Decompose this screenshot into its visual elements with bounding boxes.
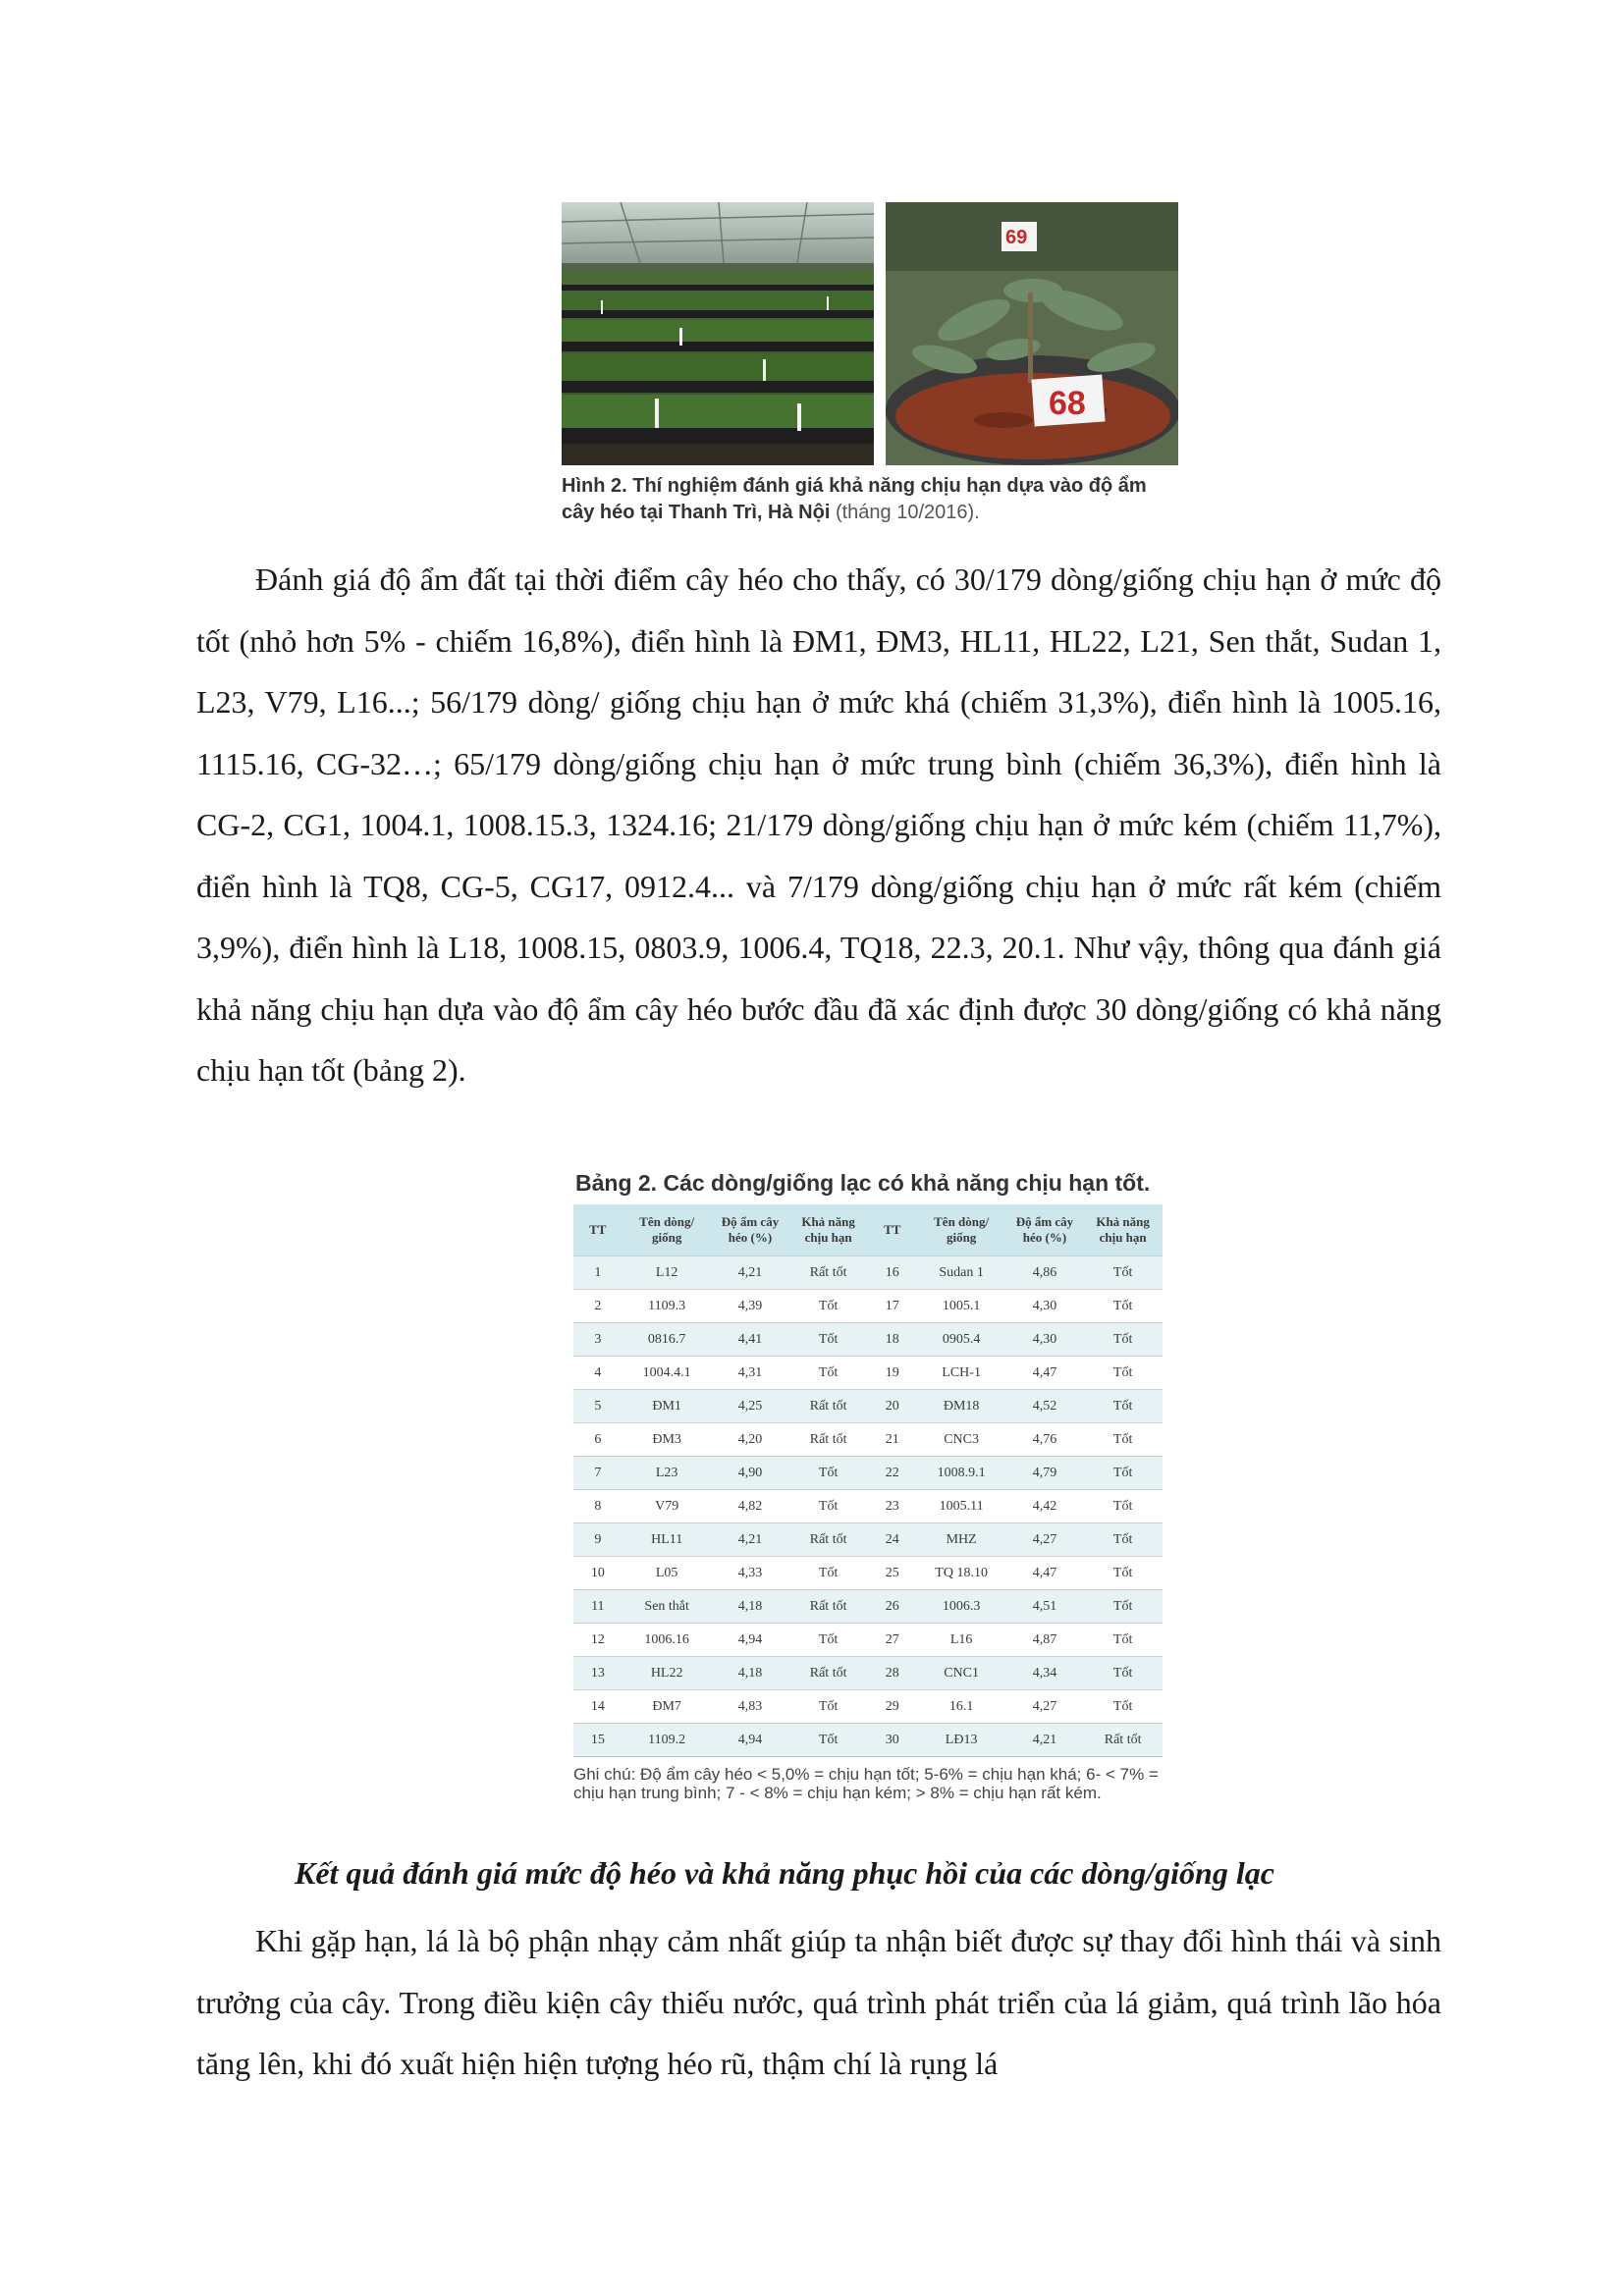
table-cell: 12: [573, 1624, 623, 1657]
header-line-name: Tên dòng/ giống: [623, 1204, 712, 1256]
table-cell: Tốt: [1083, 1490, 1163, 1523]
table-title: Bảng 2. Các dòng/giống lạc có khả năng chịu hạn tốt.: [575, 1170, 1151, 1196]
table-cell: Tốt: [788, 1290, 868, 1323]
table-cell: 4,47: [1006, 1357, 1084, 1390]
table-cell: 4,31: [712, 1357, 789, 1390]
table-cell: Tốt: [788, 1557, 868, 1590]
table-cell: Tốt: [788, 1690, 868, 1724]
figure-caption-date: (tháng 10/2016).: [830, 502, 980, 523]
table-cell: 30: [868, 1724, 917, 1757]
table-cell: 1005.1: [917, 1290, 1006, 1323]
table-cell: 1109.3: [623, 1290, 712, 1323]
table-cell: 4,21: [1006, 1724, 1084, 1757]
table-cell: Tốt: [788, 1323, 868, 1357]
section-heading: Kết quả đánh giá mức độ héo và khả năng phục hồi của các dòng/giống lạc: [295, 1855, 1274, 1891]
pot-tag-69: 69: [1005, 227, 1028, 248]
table-cell: Rất tốt: [788, 1523, 868, 1557]
table-cell: 4,52: [1006, 1390, 1084, 1423]
table-cell: L16: [917, 1624, 1006, 1657]
table-cell: 4,76: [1006, 1423, 1084, 1457]
table-cell: Sen thắt: [623, 1590, 712, 1624]
table-cell: 26: [868, 1590, 917, 1624]
table-cell: 11: [573, 1590, 623, 1624]
table-cell: 4,30: [1006, 1290, 1084, 1323]
table-cell: 20: [868, 1390, 917, 1423]
table-cell: HL22: [623, 1657, 712, 1690]
table-cell: 4,94: [712, 1624, 789, 1657]
table-cell: Tốt: [1083, 1390, 1163, 1423]
table-cell: Tốt: [788, 1624, 868, 1657]
table-cell: 4,42: [1006, 1490, 1084, 1523]
table-cell: 1004.4.1: [623, 1357, 712, 1390]
table-cell: 9: [573, 1523, 623, 1557]
table-cell: 4,21: [712, 1256, 789, 1290]
table-cell: 8: [573, 1490, 623, 1523]
table-cell: 16: [868, 1256, 917, 1290]
table-cell: Tốt: [1083, 1423, 1163, 1457]
table-note: Ghi chú: Độ ẩm cây héo < 5,0% = chịu hạn tốt; 5-6% = chịu hạn khá; 6- < 7% = chịu hạn trung bình; 7 - < 8% = chịu hạn kém; > 8% = chịu hạn rất kém.: [573, 1765, 1159, 1802]
table-row: [573, 1557, 1163, 1590]
table-row: [573, 1323, 1163, 1357]
table-cell: 3: [573, 1323, 623, 1357]
table-row: [573, 1423, 1163, 1457]
table-cell: 4,82: [712, 1490, 789, 1523]
drought-tolerance-table: [573, 1204, 1163, 1757]
table-cell: 27: [868, 1624, 917, 1657]
table-cell: 4,39: [712, 1290, 789, 1323]
table-cell: 6: [573, 1423, 623, 1457]
table-cell: ĐM3: [623, 1423, 712, 1457]
table-cell: TQ 18.10: [917, 1557, 1006, 1590]
table-row: [573, 1390, 1163, 1423]
table-cell: 4,34: [1006, 1657, 1084, 1690]
peanut-plant-photo: [886, 202, 1178, 465]
figure-2: [562, 202, 1178, 526]
table-cell: Tốt: [788, 1724, 868, 1757]
table-cell: 17: [868, 1290, 917, 1323]
table-row: [573, 1724, 1163, 1757]
table-cell: 21: [868, 1423, 917, 1457]
header-line-name: Tên dòng/ giống: [917, 1204, 1006, 1256]
table-cell: L23: [623, 1457, 712, 1490]
table-cell: 4,18: [712, 1657, 789, 1690]
table-cell: Tốt: [1083, 1290, 1163, 1323]
header-tolerance: Khả năng chịu hạn: [1083, 1204, 1163, 1256]
table-cell: 4,79: [1006, 1457, 1084, 1490]
table-cell: Rất tốt: [788, 1390, 868, 1423]
figure-caption: [562, 473, 1178, 526]
figure-photos: [562, 202, 1178, 465]
table-cell: 1005.11: [917, 1490, 1006, 1523]
table-cell: 4: [573, 1357, 623, 1390]
table-cell: 29: [868, 1690, 917, 1724]
table-cell: HL11: [623, 1523, 712, 1557]
table-cell: L12: [623, 1256, 712, 1290]
table-cell: 4,94: [712, 1724, 789, 1757]
header-moisture: Độ ẩm cây héo (%): [712, 1204, 789, 1256]
table-cell: Tốt: [788, 1490, 868, 1523]
header-tt: TT: [573, 1204, 623, 1256]
table-cell: 22: [868, 1457, 917, 1490]
table-cell: 4,83: [712, 1690, 789, 1724]
table-header-row: [573, 1204, 1163, 1256]
figure-caption-bold: Hình 2. Thí nghiệm đánh giá khả năng chịu hạn dựa vào độ ẩm cây héo tại Thanh Trì, Hà Nội: [562, 475, 1147, 523]
table-row: [573, 1690, 1163, 1724]
header-tolerance: Khả năng chịu hạn: [788, 1204, 868, 1256]
table-cell: 4,25: [712, 1390, 789, 1423]
table-cell: 25: [868, 1557, 917, 1590]
table-cell: 18: [868, 1323, 917, 1357]
table-cell: Tốt: [788, 1457, 868, 1490]
table-cell: 4,41: [712, 1323, 789, 1357]
table-cell: MHZ: [917, 1523, 1006, 1557]
table-cell: 4,51: [1006, 1590, 1084, 1624]
table-cell: Tốt: [1083, 1557, 1163, 1590]
table-cell: V79: [623, 1490, 712, 1523]
table-cell: 5: [573, 1390, 623, 1423]
table-cell: Tốt: [1083, 1657, 1163, 1690]
paragraph-leaf-response: Khi gặp hạn, lá là bộ phận nhạy cảm nhất giúp ta nhận biết được sự thay đổi hình thái và sinh trưởng của cây. Trong điều kiện cây thiếu nước, quá trình phát triển của lá giảm, quá trình lão hóa tăng lên, khi đó xuất hiện hiện tượng héo rũ, thậm chí là rụng lá: [196, 1923, 1441, 2081]
table-2: [573, 1170, 1163, 1802]
table-row: [573, 1490, 1163, 1523]
paragraph-drought-results: Đánh giá độ ẩm đất tại thời điểm cây héo cho thấy, có 30/179 dòng/giống chịu hạn ở mức độ tốt (nhỏ hơn 5% - chiếm 16,8%), điển hình là ĐM1, ĐM3, HL11, HL22, L21, Sen thắt, Sudan 1, L23, V79, L16...; 56/179 dòng/ giống chịu hạn ở mức khá (chiếm 31,3%), điển hình là 1005.16, 1115.16, CG-32…; 65/179 dòng/giống chịu hạn ở mức trung bình (chiếm 36,3%), điển hình là CG-2, CG1, 1004.1, 1008.15.3, 1324.16; 21/179 dòng/giống chịu hạn ở mức kém (chiếm 11,7%), điển hình là TQ8, CG-5, CG17, 0912.4... và 7/179 dòng/giống chịu hạn ở mức rất kém (chiếm 3,9%), điển hình là L18, 1008.15, 0803.9, 1006.4, TQ18, 22.3, 20.1. Như vậy, thông qua đánh giá khả năng chịu hạn dựa vào độ ẩm cây héo bước đầu đã xác định được 30 dòng/giống có khả năng chịu hạn tốt (bảng 2).: [196, 561, 1441, 1088]
table-row: [573, 1624, 1163, 1657]
header-moisture: Độ ẩm cây héo (%): [1006, 1204, 1084, 1256]
table-cell: 4,33: [712, 1557, 789, 1590]
table-cell: Tốt: [1083, 1457, 1163, 1490]
table-cell: Tốt: [1083, 1357, 1163, 1390]
table-cell: 4,90: [712, 1457, 789, 1490]
table-cell: Tốt: [1083, 1323, 1163, 1357]
table-cell: 4,18: [712, 1590, 789, 1624]
table-cell: Tốt: [1083, 1690, 1163, 1724]
table-row: [573, 1457, 1163, 1490]
table-row: [573, 1290, 1163, 1323]
table-cell: 15: [573, 1724, 623, 1757]
table-cell: 4,86: [1006, 1256, 1084, 1290]
table-cell: 1008.9.1: [917, 1457, 1006, 1490]
greenhouse-pots-photo: [562, 202, 874, 465]
table-cell: 19: [868, 1357, 917, 1390]
table-cell: 0905.4: [917, 1323, 1006, 1357]
table-cell: Rất tốt: [788, 1256, 868, 1290]
table-cell: 4,20: [712, 1423, 789, 1457]
table-cell: 10: [573, 1557, 623, 1590]
table-cell: 13: [573, 1657, 623, 1690]
table-cell: CNC1: [917, 1657, 1006, 1690]
table-cell: L05: [623, 1557, 712, 1590]
table-cell: ĐM7: [623, 1690, 712, 1724]
table-cell: Tốt: [788, 1357, 868, 1390]
table-cell: 4,30: [1006, 1323, 1084, 1357]
table-cell: 23: [868, 1490, 917, 1523]
table-cell: 14: [573, 1690, 623, 1724]
table-cell: CNC3: [917, 1423, 1006, 1457]
table-cell: Tốt: [1083, 1624, 1163, 1657]
table-cell: Tốt: [1083, 1256, 1163, 1290]
table-cell: Tốt: [1083, 1590, 1163, 1624]
table-row: [573, 1523, 1163, 1557]
table-cell: Rất tốt: [1083, 1724, 1163, 1757]
table-cell: 4,47: [1006, 1557, 1084, 1590]
table-cell: 16.1: [917, 1690, 1006, 1724]
table-cell: LCH-1: [917, 1357, 1006, 1390]
table-row: [573, 1590, 1163, 1624]
table-cell: ĐM1: [623, 1390, 712, 1423]
table-cell: 7: [573, 1457, 623, 1490]
table-row: [573, 1657, 1163, 1690]
table-cell: 1109.2: [623, 1724, 712, 1757]
table-cell: 24: [868, 1523, 917, 1557]
table-cell: Rất tốt: [788, 1423, 868, 1457]
table-cell: 4,27: [1006, 1690, 1084, 1724]
table-cell: 1: [573, 1256, 623, 1290]
table-cell: 4,87: [1006, 1624, 1084, 1657]
table-cell: 1006.16: [623, 1624, 712, 1657]
table-cell: 4,27: [1006, 1523, 1084, 1557]
table-row: [573, 1357, 1163, 1390]
table-cell: Rất tốt: [788, 1657, 868, 1690]
table-row: [573, 1256, 1163, 1290]
table-cell: 1006.3: [917, 1590, 1006, 1624]
pot-tag-68: 68: [1049, 385, 1086, 422]
header-tt: TT: [868, 1204, 917, 1256]
table-cell: LĐ13: [917, 1724, 1006, 1757]
table-cell: 4,21: [712, 1523, 789, 1557]
table-cell: Sudan 1: [917, 1256, 1006, 1290]
table-cell: Rất tốt: [788, 1590, 868, 1624]
table-cell: 28: [868, 1657, 917, 1690]
table-cell: 0816.7: [623, 1323, 712, 1357]
table-cell: 2: [573, 1290, 623, 1323]
table-cell: Tốt: [1083, 1523, 1163, 1557]
table-cell: ĐM18: [917, 1390, 1006, 1423]
